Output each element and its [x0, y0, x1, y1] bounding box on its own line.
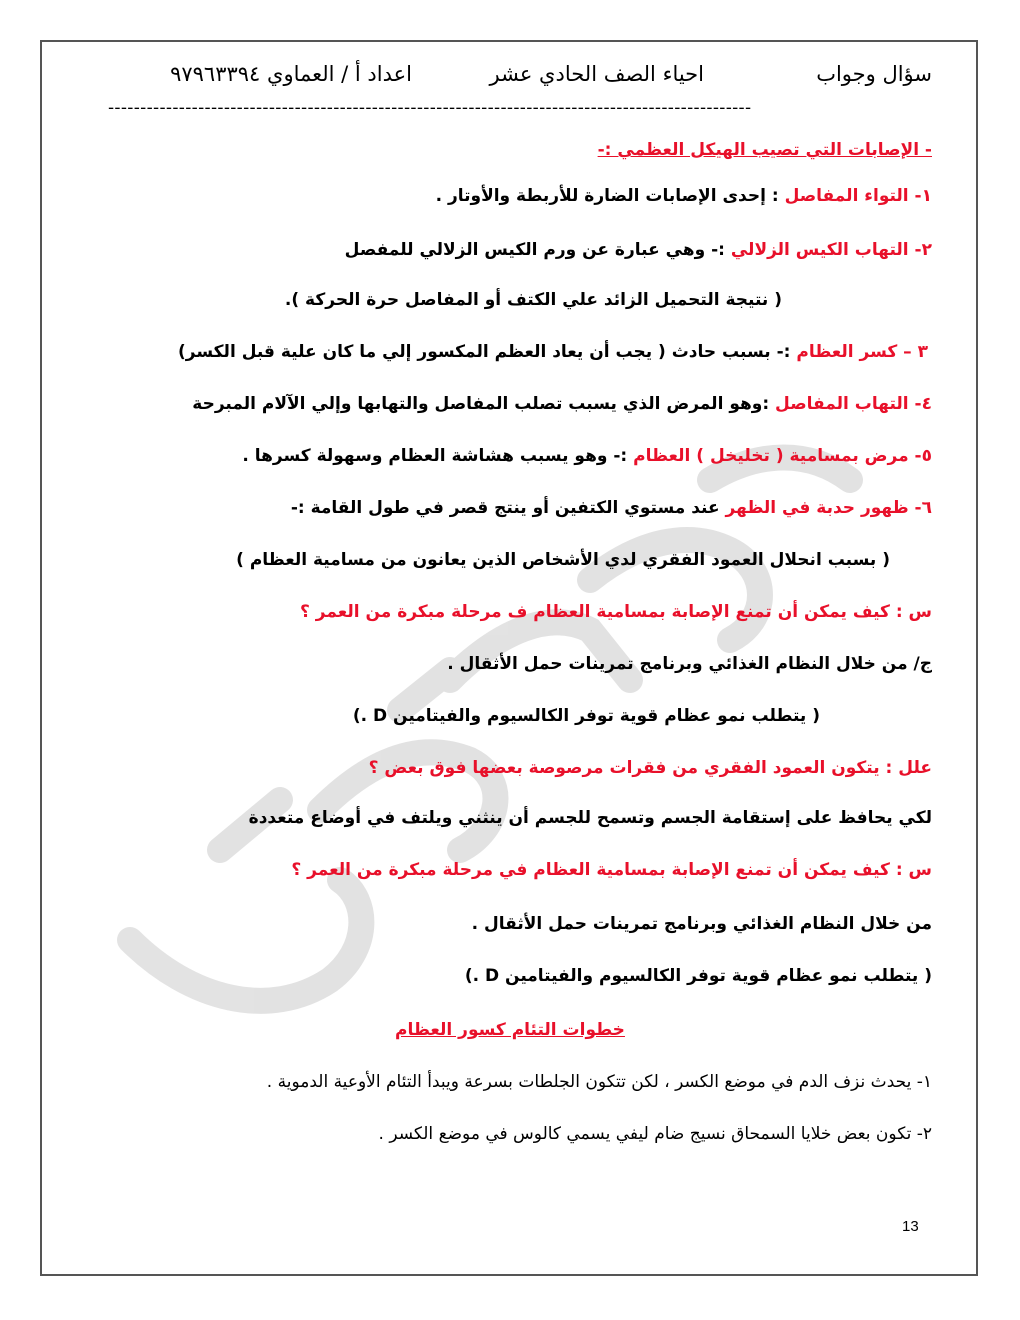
item-text: :- بسبب حادث ( يجب أن يعاد العظم المكسور إلي ما كان علية قبل الكسر) [178, 342, 797, 362]
question: علل : يتكون العمود الفقري من فقرات مرصوصة بعضها فوق بعض ؟ [368, 758, 932, 778]
header-separator: ---------------------------------------------------------------------------------------------------- [108, 98, 752, 118]
header-course: احياء الصف الحادي عشر [489, 62, 704, 86]
item-term: ٢- التهاب الكيس الزلالي [730, 240, 932, 260]
item-term: ٦- ظهور حدبة في الظهر [725, 498, 932, 518]
item-term: ٥- مرض بمسامية ( تخليخل ) العظام [633, 446, 932, 466]
answer: ج/ من خلال النظام الغذائي وبرنامج تمرينات حمل الأثقال . [447, 654, 932, 674]
item-text: : إحدى الإصابات الضارة للأربطة والأوتار . [435, 186, 785, 206]
list-item [285, 290, 782, 310]
list-item [345, 240, 932, 260]
item-text: :- وهو يسبب هشاشة العظام وسهولة كسرها . [242, 446, 634, 466]
list-item [436, 186, 932, 206]
healing-title: خطوات التئام كسور العظام [395, 1020, 625, 1040]
section-title: - الإصابات التي تصيب الهيكل العظمي :- [597, 140, 932, 160]
question: س : كيف يمكن أن تمنع الإصابة بمسامية العظام ف مرحلة مبكرة من العمر ؟ [299, 602, 932, 622]
page-header [100, 62, 932, 94]
item-text: عند مستوي الكتفين أو ينتج قصر في طول القامة :- [290, 498, 726, 518]
item-term: ٣ – كسر العظام [796, 342, 928, 362]
header-author: اعداد أ / العماوي ٩٧٩٦٣٣٩٤ [170, 62, 412, 86]
list-item [178, 342, 928, 362]
item-term: ٤- التهاب المفاصل [775, 394, 932, 414]
list-item [242, 446, 932, 466]
item-term: ١- التواء المفاصل [784, 186, 932, 206]
answer: لكي يحافظ على إستقامة الجسم وتسمح للجسم أن ينثني ويلتف في أوضاع متعددة [248, 808, 932, 828]
header-subject: سؤال وجواب [816, 62, 932, 86]
list-item [236, 550, 890, 570]
item-text: ( بسبب انحلال العمود الفقري لدي الأشخاص الذين يعانون من مسامية العظام ) [236, 550, 890, 570]
item-text: :- وهي عبارة عن ورم الكيس الزلالي للمفصل [344, 240, 731, 260]
page-number: 13 [902, 1218, 919, 1235]
question: س : كيف يمكن أن تمنع الإصابة بمسامية العظام في مرحلة مبكرة من العمر ؟ [291, 860, 932, 880]
answer-note: ( يتطلب نمو عظام قوية توفر الكالسيوم والفيتامين D .) [352, 706, 820, 726]
healing-step: ٢- تكون بعض خلايا السمحاق نسيج ضام ليفي يسمي كالوس في موضع الكسر . [378, 1124, 932, 1144]
healing-step: ١- يحدث نزف الدم في موضع الكسر ، لكن تتكون الجلطات بسرعة ويبدأ التئام الأوعية الدموية . [266, 1072, 932, 1092]
list-item [291, 498, 932, 518]
answer-note: ( يتطلب نمو عظام قوية توفر الكالسيوم والفيتامين D .) [464, 966, 932, 986]
list-item [192, 394, 932, 414]
answer: من خلال النظام الغذائي وبرنامج تمرينات حمل الأثقال . [471, 914, 932, 934]
item-text: :وهو المرض الذي يسبب تصلب المفاصل والتهابها وإلي الآلام المبرحة [192, 394, 776, 414]
item-text: ( نتيجة التحميل الزائد علي الكتف أو المفاصل حرة الحركة ). [284, 290, 782, 310]
